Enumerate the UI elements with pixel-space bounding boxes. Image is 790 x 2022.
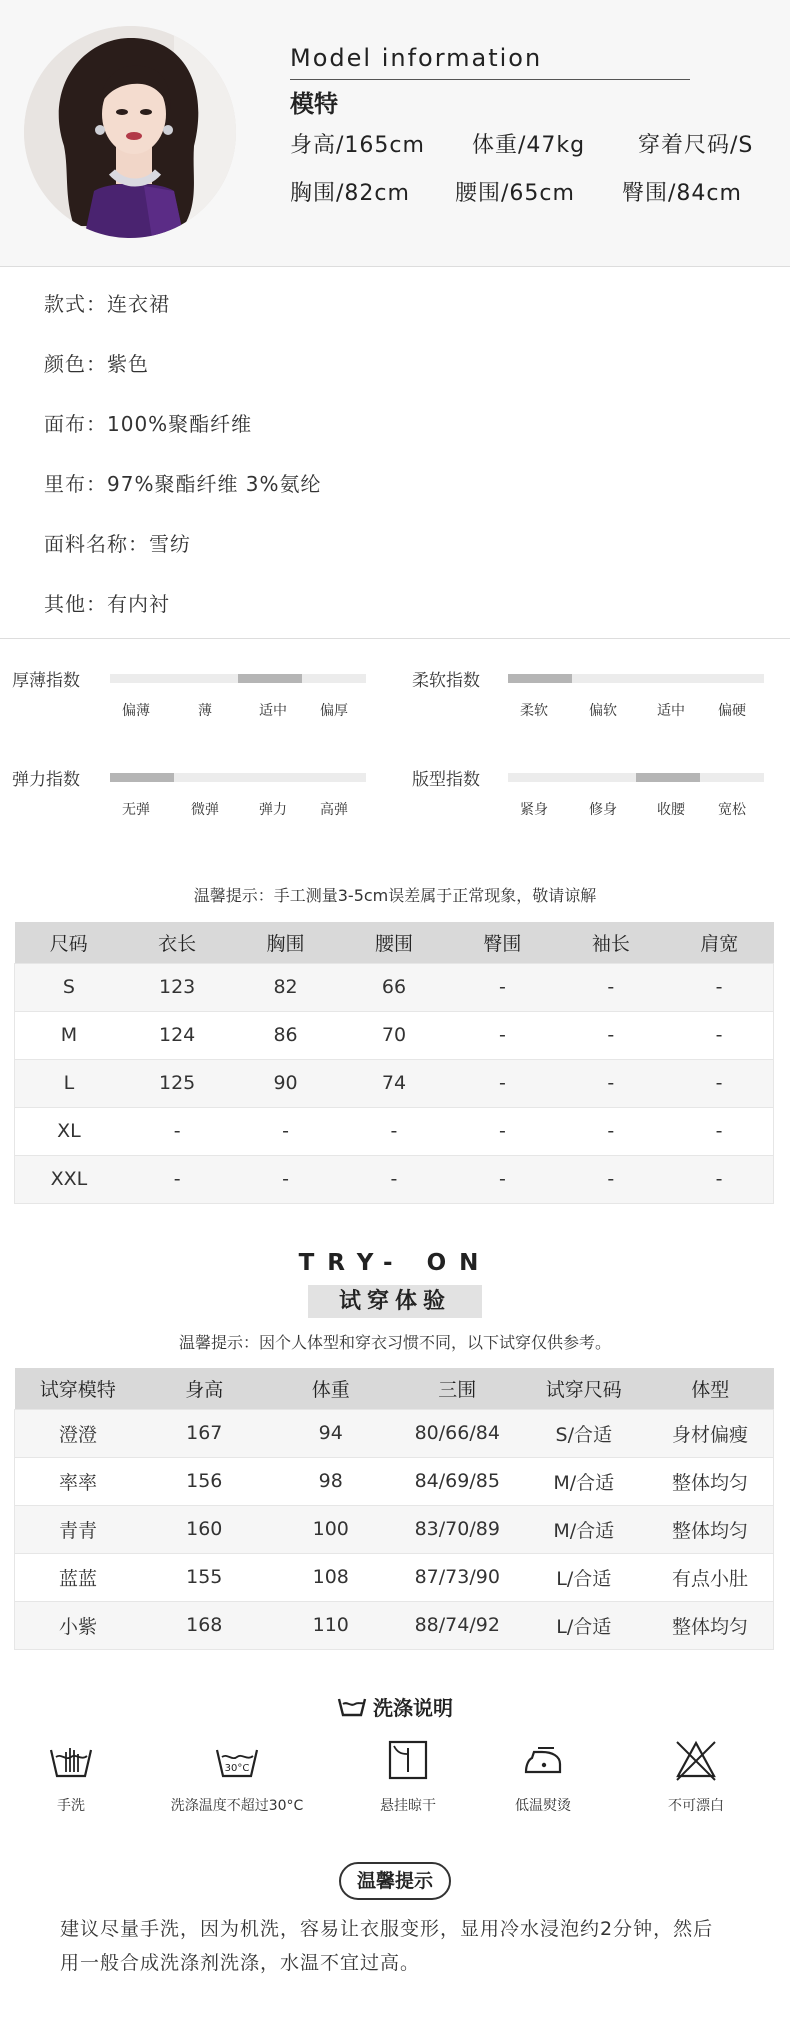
tryon-table-cell: 80/66/84 bbox=[394, 1409, 521, 1457]
thickness-index-tick: 适中 bbox=[259, 703, 287, 719]
tryon-table-cell: M/合适 bbox=[521, 1457, 648, 1505]
low-iron-icon bbox=[520, 1738, 566, 1782]
thickness-index-tick: 薄 bbox=[198, 703, 212, 719]
tryon-table-cell: 108 bbox=[268, 1553, 395, 1601]
size-table-header-cell: 衣长 bbox=[123, 922, 231, 963]
attr-style: 款式：连衣裙 bbox=[44, 292, 170, 316]
tryon-table-cell: 有点小肚 bbox=[647, 1553, 774, 1601]
tryon-table-cell: 167 bbox=[141, 1409, 268, 1457]
no-bleach-icon bbox=[673, 1738, 719, 1782]
size-table-cell: 124 bbox=[123, 1011, 231, 1059]
tryon-table-header-cell: 试穿模特 bbox=[15, 1368, 142, 1409]
size-table-cell: - bbox=[123, 1155, 231, 1203]
divider bbox=[0, 266, 790, 267]
tryon-table-cell: 110 bbox=[268, 1601, 395, 1649]
size-table-cell: - bbox=[557, 1107, 665, 1155]
wash-label-bleach: 不可漂白 bbox=[668, 1798, 724, 1814]
attr-outer-fabric: 面布：100%聚酯纤维 bbox=[44, 412, 253, 436]
tryon-table-row bbox=[15, 1601, 774, 1649]
size-table-cell: S bbox=[15, 963, 123, 1011]
tryon-note: 温馨提示：因个人体型和穿衣习惯不同，以下试穿仅供参考。 bbox=[178, 1333, 611, 1352]
size-table-header-row bbox=[15, 922, 774, 963]
tryon-table-header-row bbox=[15, 1368, 774, 1409]
tryon-table-cell: 整体均匀 bbox=[647, 1457, 774, 1505]
model-info-title: Model information bbox=[290, 44, 543, 72]
tryon-table-cell: 澄澄 bbox=[15, 1409, 142, 1457]
fit-index-label: 版型指数 bbox=[412, 770, 480, 790]
tryon-table-row bbox=[15, 1409, 774, 1457]
tryon-table-row bbox=[15, 1505, 774, 1553]
model-bust: 胸围/82cm bbox=[290, 181, 410, 206]
tryon-table-row bbox=[15, 1553, 774, 1601]
wash-label-iron: 低温熨烫 bbox=[515, 1798, 571, 1814]
size-table-header-cell: 臀围 bbox=[448, 922, 556, 963]
size-note: 温馨提示：手工测量3-5cm误差属于正常现象，敬请谅解 bbox=[193, 886, 597, 905]
thickness-index-label: 厚薄指数 bbox=[12, 671, 80, 691]
size-table-cell: - bbox=[448, 1107, 556, 1155]
tryon-title-zh: 试穿体验 bbox=[308, 1285, 482, 1318]
size-table-row bbox=[15, 1011, 774, 1059]
size-table-cell: 90 bbox=[231, 1059, 339, 1107]
size-table-cell: - bbox=[665, 1107, 773, 1155]
size-table-cell: - bbox=[340, 1155, 448, 1203]
hang-dry-icon bbox=[385, 1738, 431, 1782]
size-table-cell: - bbox=[448, 963, 556, 1011]
tryon-table-cell: 身材偏瘦 bbox=[647, 1409, 774, 1457]
wash-label-hand: 手洗 bbox=[57, 1798, 85, 1814]
size-table-cell: XL bbox=[15, 1107, 123, 1155]
tryon-table-row bbox=[15, 1457, 774, 1505]
wash-30-icon bbox=[214, 1738, 260, 1782]
elasticity-index-marker bbox=[110, 773, 174, 782]
wash-tub-icon bbox=[337, 1696, 367, 1718]
softness-index-label: 柔软指数 bbox=[412, 671, 480, 691]
tryon-table-cell: M/合适 bbox=[521, 1505, 648, 1553]
size-table-cell: 66 bbox=[340, 963, 448, 1011]
model-waist: 腰围/65cm bbox=[455, 181, 575, 206]
attr-other: 其他：有内衬 bbox=[44, 592, 170, 616]
thickness-index-tick: 偏薄 bbox=[122, 703, 150, 719]
tryon-table-cell: 100 bbox=[268, 1505, 395, 1553]
elasticity-index-track bbox=[110, 773, 366, 782]
size-table-header-cell: 尺码 bbox=[15, 922, 123, 963]
softness-index-tick: 柔软 bbox=[520, 703, 548, 719]
size-table-cell: - bbox=[557, 1059, 665, 1107]
fit-index-track bbox=[508, 773, 764, 782]
softness-index-track bbox=[508, 674, 764, 683]
tip-badge: 温馨提示 bbox=[339, 1862, 451, 1900]
tryon-table-cell: 156 bbox=[141, 1457, 268, 1505]
size-table-row bbox=[15, 1107, 774, 1155]
fit-index-tick: 宽松 bbox=[718, 802, 746, 818]
tip-line-1: 建议尽量手洗，因为机洗，容易让衣服变形，显用冷水浸泡约2分钟，然后 bbox=[60, 1918, 714, 1940]
size-table-header-cell: 肩宽 bbox=[665, 922, 773, 963]
size-table-cell: - bbox=[665, 963, 773, 1011]
size-table-cell: - bbox=[448, 1011, 556, 1059]
size-table-cell: M bbox=[15, 1011, 123, 1059]
fit-index-marker bbox=[636, 773, 700, 782]
softness-index-marker bbox=[508, 674, 572, 683]
size-table-cell: - bbox=[557, 963, 665, 1011]
size-table-cell: XXL bbox=[15, 1155, 123, 1203]
size-table-cell: 82 bbox=[231, 963, 339, 1011]
tryon-table-header-cell: 体型 bbox=[647, 1368, 774, 1409]
tryon-table-cell: L/合适 bbox=[521, 1553, 648, 1601]
thickness-index-marker bbox=[238, 674, 302, 683]
tryon-table-cell: 率率 bbox=[15, 1457, 142, 1505]
size-table-row bbox=[15, 1059, 774, 1107]
elasticity-index-tick: 弹力 bbox=[259, 802, 287, 818]
tryon-table-header-cell: 三围 bbox=[394, 1368, 521, 1409]
size-table-header-cell: 袖长 bbox=[557, 922, 665, 963]
model-height: 身高/165cm bbox=[290, 133, 425, 158]
fit-index-tick: 修身 bbox=[589, 802, 617, 818]
tryon-table-cell: 87/73/90 bbox=[394, 1553, 521, 1601]
softness-index-tick: 适中 bbox=[657, 703, 685, 719]
elasticity-index-label: 弹力指数 bbox=[12, 770, 80, 790]
model-hip: 臀围/84cm bbox=[622, 181, 742, 206]
washing-title-text: 洗涤说明 bbox=[373, 1696, 453, 1720]
tryon-table-cell: 83/70/89 bbox=[394, 1505, 521, 1553]
model-portrait-image bbox=[24, 26, 236, 238]
size-table-cell: - bbox=[448, 1059, 556, 1107]
size-table-cell: - bbox=[123, 1107, 231, 1155]
tryon-table bbox=[14, 1368, 774, 1650]
size-table-cell: - bbox=[665, 1059, 773, 1107]
attr-color: 颜色：紫色 bbox=[44, 352, 149, 376]
size-table-cell: 74 bbox=[340, 1059, 448, 1107]
divider bbox=[0, 638, 790, 639]
tryon-table-header-cell: 体重 bbox=[268, 1368, 395, 1409]
tryon-table-cell: 155 bbox=[141, 1553, 268, 1601]
thickness-index-tick: 偏厚 bbox=[320, 703, 348, 719]
elasticity-index-tick: 微弹 bbox=[191, 802, 219, 818]
fit-index-tick: 紧身 bbox=[520, 802, 548, 818]
softness-index-tick: 偏硬 bbox=[718, 703, 746, 719]
size-table-row bbox=[15, 1155, 774, 1203]
size-table-cell: - bbox=[231, 1155, 339, 1203]
model-info-subtitle: 模特 bbox=[290, 90, 338, 118]
tryon-table-cell: 160 bbox=[141, 1505, 268, 1553]
model-weight: 体重/47kg bbox=[472, 133, 586, 158]
hand-wash-icon bbox=[48, 1738, 94, 1782]
size-table-cell: - bbox=[665, 1155, 773, 1203]
wash-label-temp: 洗涤温度不超过30°C bbox=[170, 1798, 304, 1814]
tryon-table-cell: S/合适 bbox=[521, 1409, 648, 1457]
elasticity-index-tick: 无弹 bbox=[122, 802, 150, 818]
tryon-table-cell: 84/69/85 bbox=[394, 1457, 521, 1505]
tryon-table-cell: 98 bbox=[268, 1457, 395, 1505]
size-table-cell: 70 bbox=[340, 1011, 448, 1059]
model-info-section bbox=[0, 0, 790, 266]
tryon-table-cell: 蓝蓝 bbox=[15, 1553, 142, 1601]
size-table-cell: 125 bbox=[123, 1059, 231, 1107]
size-table-cell: - bbox=[557, 1155, 665, 1203]
size-table-header-cell: 胸围 bbox=[231, 922, 339, 963]
tryon-table-cell: 88/74/92 bbox=[394, 1601, 521, 1649]
tryon-table-cell: 小紫 bbox=[15, 1601, 142, 1649]
attr-fabric-name: 面料名称：雪纺 bbox=[44, 532, 191, 556]
tip-line-2: 用一般合成洗涤剂洗涤，水温不宜过高。 bbox=[60, 1952, 421, 1974]
size-table-header-cell: 腰围 bbox=[340, 922, 448, 963]
size-table bbox=[14, 922, 774, 1204]
size-table-row bbox=[15, 963, 774, 1011]
tryon-table-cell: 94 bbox=[268, 1409, 395, 1457]
model-avatar bbox=[24, 26, 236, 238]
elasticity-index-tick: 高弹 bbox=[320, 802, 348, 818]
wash-30-icon-text: 30°C bbox=[224, 1763, 250, 1774]
softness-index-tick: 偏软 bbox=[589, 703, 617, 719]
size-table-cell: - bbox=[665, 1011, 773, 1059]
tryon-table-header-cell: 试穿尺码 bbox=[521, 1368, 648, 1409]
wash-label-hang: 悬挂晾干 bbox=[380, 1798, 436, 1814]
tryon-table-cell: L/合适 bbox=[521, 1601, 648, 1649]
tryon-table-cell: 整体均匀 bbox=[647, 1505, 774, 1553]
size-table-cell: - bbox=[448, 1155, 556, 1203]
tryon-table-header-cell: 身高 bbox=[141, 1368, 268, 1409]
model-size: 穿着尺码/S bbox=[638, 133, 754, 158]
tryon-table-cell: 168 bbox=[141, 1601, 268, 1649]
size-table-cell: 86 bbox=[231, 1011, 339, 1059]
size-table-cell: 123 bbox=[123, 963, 231, 1011]
size-table-cell: - bbox=[340, 1107, 448, 1155]
tryon-title-en: TRY- ON bbox=[298, 1250, 492, 1276]
tryon-table-cell: 青青 bbox=[15, 1505, 142, 1553]
size-table-cell: - bbox=[557, 1011, 665, 1059]
thickness-index-track bbox=[110, 674, 366, 683]
size-table-cell: - bbox=[231, 1107, 339, 1155]
size-table-cell: L bbox=[15, 1059, 123, 1107]
attr-lining: 里布：97%聚酯纤维 3%氨纶 bbox=[44, 472, 322, 496]
tryon-table-cell: 整体均匀 bbox=[647, 1601, 774, 1649]
washing-title bbox=[0, 1692, 790, 1721]
title-underline bbox=[290, 79, 690, 80]
fit-index-tick: 收腰 bbox=[657, 802, 685, 818]
